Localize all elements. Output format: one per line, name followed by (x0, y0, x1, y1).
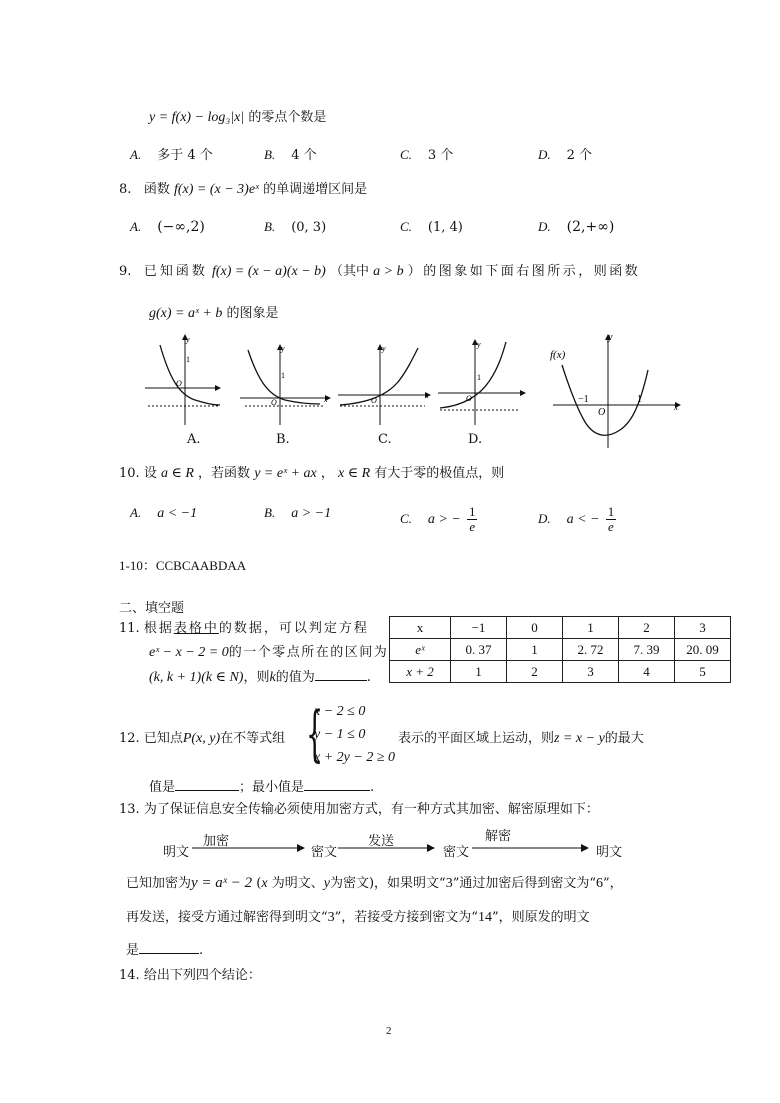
q8-option-c: C. (1, 4) (400, 219, 463, 235)
q13-line3: 再发送，接受方通过解密得到明文“3”，若接受方接到密文为“14”，则原发的明文 (126, 910, 590, 925)
q12-stem: 12. 已知点P(x, y)在不等式组 (119, 731, 286, 746)
q9-condition: a > b (373, 264, 404, 279)
q10-option-d: D. a < − $\frac{1}{e}$ (538, 504, 615, 534)
q12-brace: { (306, 699, 324, 769)
q7-text: 的零点个数是 (248, 110, 327, 125)
q7-formula: y = f(x) − log₃|x| (149, 110, 245, 125)
page-number: 2 (386, 1025, 392, 1037)
q7-option-d: D. 2 个 (538, 147, 593, 163)
q7-option-b: B. 4 个 (264, 147, 317, 163)
q8-option-a: A. (−∞,2) (130, 219, 205, 235)
q9-b-origin: O (271, 398, 277, 407)
q9-label-c: C. (378, 432, 392, 447)
q9-d-origin: O (466, 394, 472, 403)
flow-node-3: 密文 (443, 845, 470, 860)
q9-d-y: y (477, 340, 481, 349)
q12-line2: 值是 ；最小值是 . (149, 780, 375, 795)
q10-stem: 10. 设 a ∈ R ，若函数 y = eˣ + ax ， x ∈ R 有大于零的极值点，则 (119, 466, 505, 481)
flow-arrow-label-2: 发送 (368, 834, 395, 849)
q7-option-c: C. 3 个 (400, 147, 454, 163)
q9-fx-y: y (608, 332, 613, 343)
q7-option-a: A. 多于 4 个 (130, 147, 213, 163)
q9-label-d: D. (468, 432, 483, 447)
q9-c-origin: O (371, 396, 377, 405)
q9-fx-label: f(x) (550, 349, 566, 361)
answers-line: 1-10：CCBCAABDAA (119, 558, 247, 573)
table-row: eˣ 0. 37 1 2. 72 7. 39 20. 09 (390, 639, 731, 661)
q9-a-one: 1 (186, 355, 190, 364)
q9-d-one: 1 (477, 373, 481, 382)
flow-arrow-label-1: 加密 (203, 834, 230, 849)
q10-option-a: A. a < −1 (130, 505, 198, 521)
flow-node-1: 明文 (163, 845, 190, 860)
q12-ineq-2: y − 1 ≤ 0 (314, 727, 366, 742)
q9-a-y: y (186, 335, 190, 344)
q10-option-b: B. a > −1 (264, 505, 332, 521)
q9-c-x: x (425, 391, 429, 400)
q11-line2: eˣ − x − 2 = 0的一个零点所在的区间为 (149, 645, 389, 660)
q12-ineq-3: x + 2y − 2 ≥ 0 (314, 750, 396, 765)
q9-b-y: y (281, 344, 285, 353)
q9-fx-neg-one: −1 (578, 394, 589, 405)
q8-post: 的单调递增区间是 (263, 182, 368, 197)
q8-option-d: D. (2,+∞) (538, 219, 615, 235)
q10-option-c: C. a > − $\frac{1}{e}$ (400, 504, 476, 534)
q9-fx-one: 1 (637, 394, 642, 405)
q9-number: 9. (119, 264, 132, 279)
flow-node-4: 明文 (596, 845, 623, 860)
q13-line4: 是 . (126, 943, 204, 958)
table-row: x + 2 1 2 3 4 5 (390, 661, 731, 683)
q9-line2: g(x) = aˣ + b 的图象是 (149, 306, 279, 321)
q9-label-a: A. (187, 432, 201, 447)
table-row: x −1 0 1 2 3 (390, 617, 731, 639)
section-title: 二、填空题 (119, 601, 185, 616)
q13-blank (139, 941, 199, 954)
flow-arrow-label-3: 解密 (485, 829, 512, 844)
q11-line3: (k, k + 1)(k ∈ N)，则k的值为 . (149, 670, 371, 685)
q13-line2: 已知加密为y = aˣ − 2 (x 为明文、y为密文)，如果明文“3”通过加密后得到密文为“6”， (126, 875, 623, 891)
q8-formula: f(x) = (x − 3)eˣ (173, 182, 259, 197)
q9-b-x: x (324, 395, 328, 404)
q8-option-b: B. (0, 3) (264, 219, 327, 235)
q9-b-one: 1 (281, 371, 285, 380)
q9-fx-x: x (674, 402, 678, 412)
q8-pre: 函数 (143, 182, 170, 197)
q9-g-formula: g(x) = aˣ + b (149, 306, 223, 321)
q13-line1: 13. 为了保证信息安全传输必须使用加密方式，有一种方式其加密、解密原理如下： (119, 802, 599, 817)
q9-fx-origin: O (598, 407, 606, 418)
q9-label-b: B. (276, 432, 290, 447)
q8-number: 8. (119, 182, 132, 197)
q9-a-origin: O (176, 379, 182, 388)
flow-node-2: 密文 (311, 845, 338, 860)
q12-ineq-1: x − 2 ≤ 0 (314, 704, 366, 719)
q12-stem-post: 表示的平面区域上运动，则z = x − y的最大 (398, 731, 644, 746)
q9-stem: 9. 已知函数 f(x) = (x − a)(x − b) （其中 a > b ）的图象如下面右图所示，则函数 (119, 264, 641, 279)
q9-formula: f(x) = (x − a)(x − b) (211, 264, 326, 279)
q9-c-y: y (382, 344, 386, 353)
q11-line1: 11. 根据表格中的数据，可以判定方程 (119, 621, 369, 636)
q14-stem: 14. 给出下列四个结论： (119, 968, 261, 983)
